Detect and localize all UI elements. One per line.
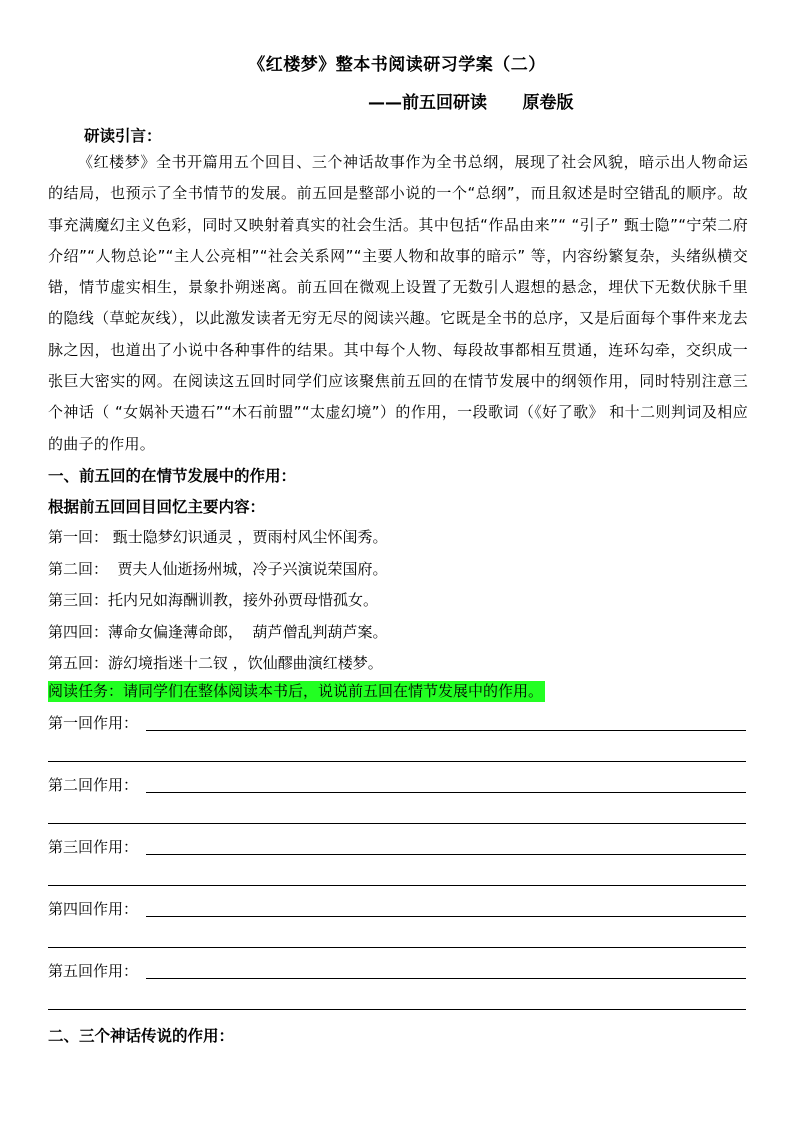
reading-task-highlight: 阅读任务：请同学们在整体阅读本书后，说说前五回在情节发展中的作用。 bbox=[48, 682, 544, 700]
chapter-item: 第四回：薄命女偏逢薄命郎， 葫芦僧乱判葫芦案。 bbox=[48, 623, 388, 641]
answer-line[interactable] bbox=[48, 947, 746, 948]
intro-label: 研读引言： bbox=[84, 127, 162, 145]
intro-paragraph: 《红楼梦》全书开篇用五个回目、三个神话故事作为全书总纲，展现了社会风貌，暗示出人物命运的结局，也预示了全书情节的发展。前五回是整部小说的一个“总纲”，而且叙述是时空错乱的顺序。故事充满魔幻主义色彩，同时又映射着真实的社会生活。其中包括“作品由来”“ “引子” 甄士隐”“宁荣二府介绍”“人物总论”“主人公亮相”“社会关系网”“主要人物和故事的暗示” 等，内容纷繁复杂，头绪纵横交错，情节虚实相生，景象扑朔迷离。前五回在微观上设置了无数引人遐想的悬念，埋伏下无数伏脉千里的隐线（草蛇灰线），以此激发读者无穷无尽的阅读兴趣。它既是全书的总序，又是后面每个事件来龙去脉之因，也道出了小说中各种事件的结果。其中每个人物、每段故事都相互贯通，连环勾牵，交织成一张巨大密实的网。在阅读这五回时同学们应该聚焦前五回的在情节发展中的纲领作用，同时特别注意三个神话（ “女娲补天遗石”“木石前盟”“太虚幻境”）的作用，一段歌词（《好了歌》 和十二则判词及相应的曲子的作用。 bbox=[48, 153, 748, 453]
chapter-item: 第三回：托内兄如海酬训教，接外孙贾母惜孤女。 bbox=[48, 591, 379, 609]
page-subtitle: ——前五回研读 原卷版 bbox=[368, 93, 574, 113]
answer-label: 第一回作用： bbox=[48, 714, 139, 732]
section2-heading: 二、三个神话传说的作用： bbox=[48, 1027, 235, 1045]
answer-line[interactable] bbox=[48, 885, 746, 886]
recall-heading: 根据前五回回目回忆主要内容： bbox=[48, 498, 266, 516]
answer-line[interactable] bbox=[146, 730, 746, 731]
answer-label: 第五回作用： bbox=[48, 962, 139, 980]
answer-line[interactable] bbox=[146, 854, 746, 855]
answer-line[interactable] bbox=[48, 823, 746, 824]
answer-line[interactable] bbox=[48, 1009, 746, 1010]
answer-line[interactable] bbox=[48, 761, 746, 762]
chapter-item: 第五回：游幻境指迷十二钗 ，饮仙醪曲演红楼梦。 bbox=[48, 654, 383, 672]
chapter-item: 第二回： 贾夫人仙逝扬州城，冷子兴演说荣国府。 bbox=[48, 560, 388, 578]
section1-heading: 一、前五回的在情节发展中的作用： bbox=[48, 467, 297, 485]
answer-label: 第三回作用： bbox=[48, 838, 139, 856]
answer-label: 第二回作用： bbox=[48, 776, 139, 794]
answer-line[interactable] bbox=[146, 916, 746, 917]
answer-line[interactable] bbox=[146, 978, 746, 979]
page-title: 《红楼梦》整本书阅读研习学案（二） bbox=[248, 55, 546, 75]
chapter-item: 第一回： 甄士隐梦幻识通灵 ，贾雨村风尘怀闺秀。 bbox=[48, 528, 388, 546]
answer-line[interactable] bbox=[146, 792, 746, 793]
answer-label: 第四回作用： bbox=[48, 900, 139, 918]
